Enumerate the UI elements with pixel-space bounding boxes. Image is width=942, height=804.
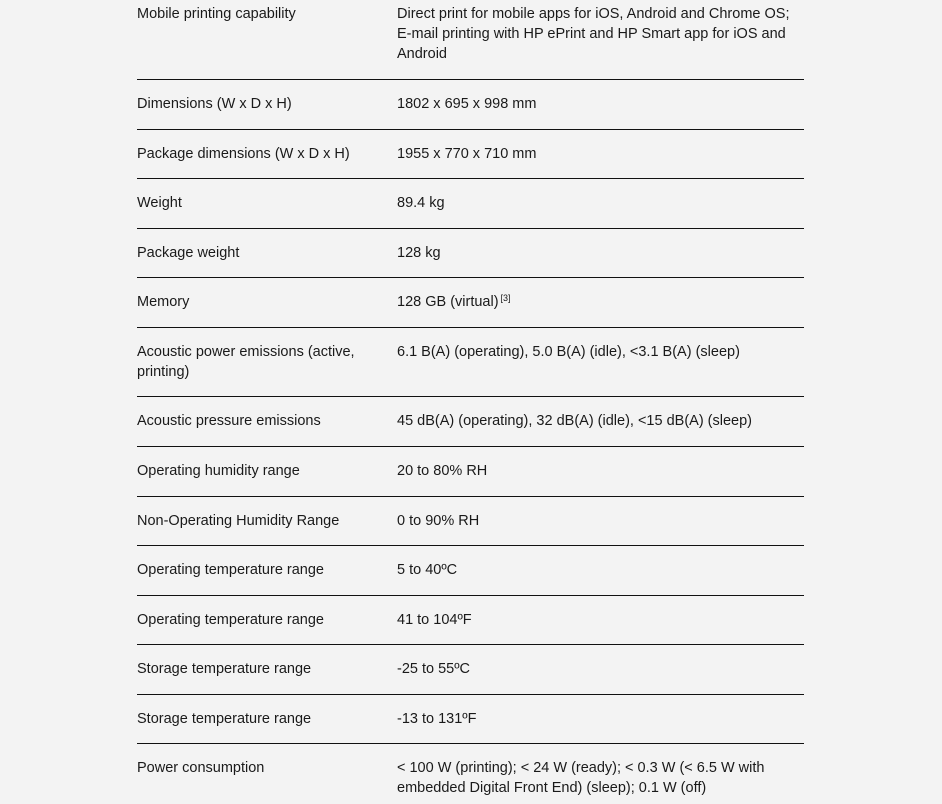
spec-value: 45 dB(A) (operating), 32 dB(A) (idle), <15 dB(A) (sleep) — [397, 413, 753, 429]
spec-label: Weight — [137, 195, 182, 211]
spec-value: 0 to 90% RH — [397, 513, 480, 529]
spec-row-mobile-printing — [137, 4, 804, 80]
spec-label: Non-Operating Humidity Range — [137, 513, 340, 529]
spec-row-dimensions — [137, 80, 804, 130]
spec-row-package-weight — [137, 229, 804, 278]
spec-row-acoustic-power — [137, 328, 804, 397]
spec-value: Direct print for mobile apps for iOS, Android and Chrome OS; E-mail printing with HP ePrint and HP Smart app for iOS and Android — [397, 6, 790, 62]
spec-label: Storage temperature range — [137, 661, 312, 677]
spec-value: 41 to 104ºF — [397, 612, 472, 628]
spec-label: Storage temperature range — [137, 711, 312, 727]
spec-value — [397, 292, 804, 327]
spec-row-package-dimensions — [137, 130, 804, 179]
spec-label: Package weight — [137, 245, 240, 261]
spec-label: Dimensions (W x D x H) — [137, 96, 292, 112]
spec-label: Mobile printing capability — [137, 6, 296, 22]
spec-row-non-operating-humidity — [137, 497, 804, 546]
spec-value: 1955 x 770 x 710 mm — [397, 146, 537, 162]
spec-row-weight — [137, 179, 804, 229]
spec-row-power-consumption — [137, 744, 804, 804]
spec-value: -13 to 131ºF — [397, 711, 477, 727]
spec-label: Operating humidity range — [137, 463, 300, 479]
footnote-link[interactable]: [3] — [500, 293, 511, 303]
spec-value: -25 to 55ºC — [397, 661, 471, 677]
spec-label: Power consumption — [137, 760, 265, 776]
spec-row-storage-temp-c — [137, 645, 804, 695]
spec-row-acoustic-pressure — [137, 397, 804, 447]
spec-table — [137, 4, 804, 804]
spec-row-operating-temp-f — [137, 596, 804, 645]
spec-label: Package dimensions (W x D x H) — [137, 146, 350, 162]
spec-value: < 100 W (printing); < 24 W (ready); < 0.3 W (< 6.5 W with embedded Digital Front End) (sleep); 0.1 W (off) — [397, 760, 765, 796]
spec-row-operating-humidity — [137, 447, 804, 497]
spec-label: Operating temperature range — [137, 562, 324, 578]
memory-value-text: 128 GB (virtual) — [397, 294, 499, 310]
spec-row-memory — [137, 278, 804, 328]
spec-value: 6.1 B(A) (operating), 5.0 B(A) (idle), <3.1 B(A) (sleep) — [397, 344, 740, 360]
spec-row-storage-temp-f — [137, 695, 804, 744]
spec-value: 1802 x 695 x 998 mm — [397, 96, 537, 112]
spec-label: Acoustic power emissions (active, printing) — [137, 344, 355, 380]
spec-value: 89.4 kg — [397, 195, 445, 211]
spec-label: Operating temperature range — [137, 612, 324, 628]
spec-label: Memory — [137, 294, 190, 310]
spec-label: Acoustic pressure emissions — [137, 413, 321, 429]
spec-row-operating-temp-c — [137, 546, 804, 596]
spec-value: 128 kg — [397, 245, 441, 261]
spec-value: 5 to 40ºC — [397, 562, 458, 578]
spec-value: 20 to 80% RH — [397, 463, 488, 479]
